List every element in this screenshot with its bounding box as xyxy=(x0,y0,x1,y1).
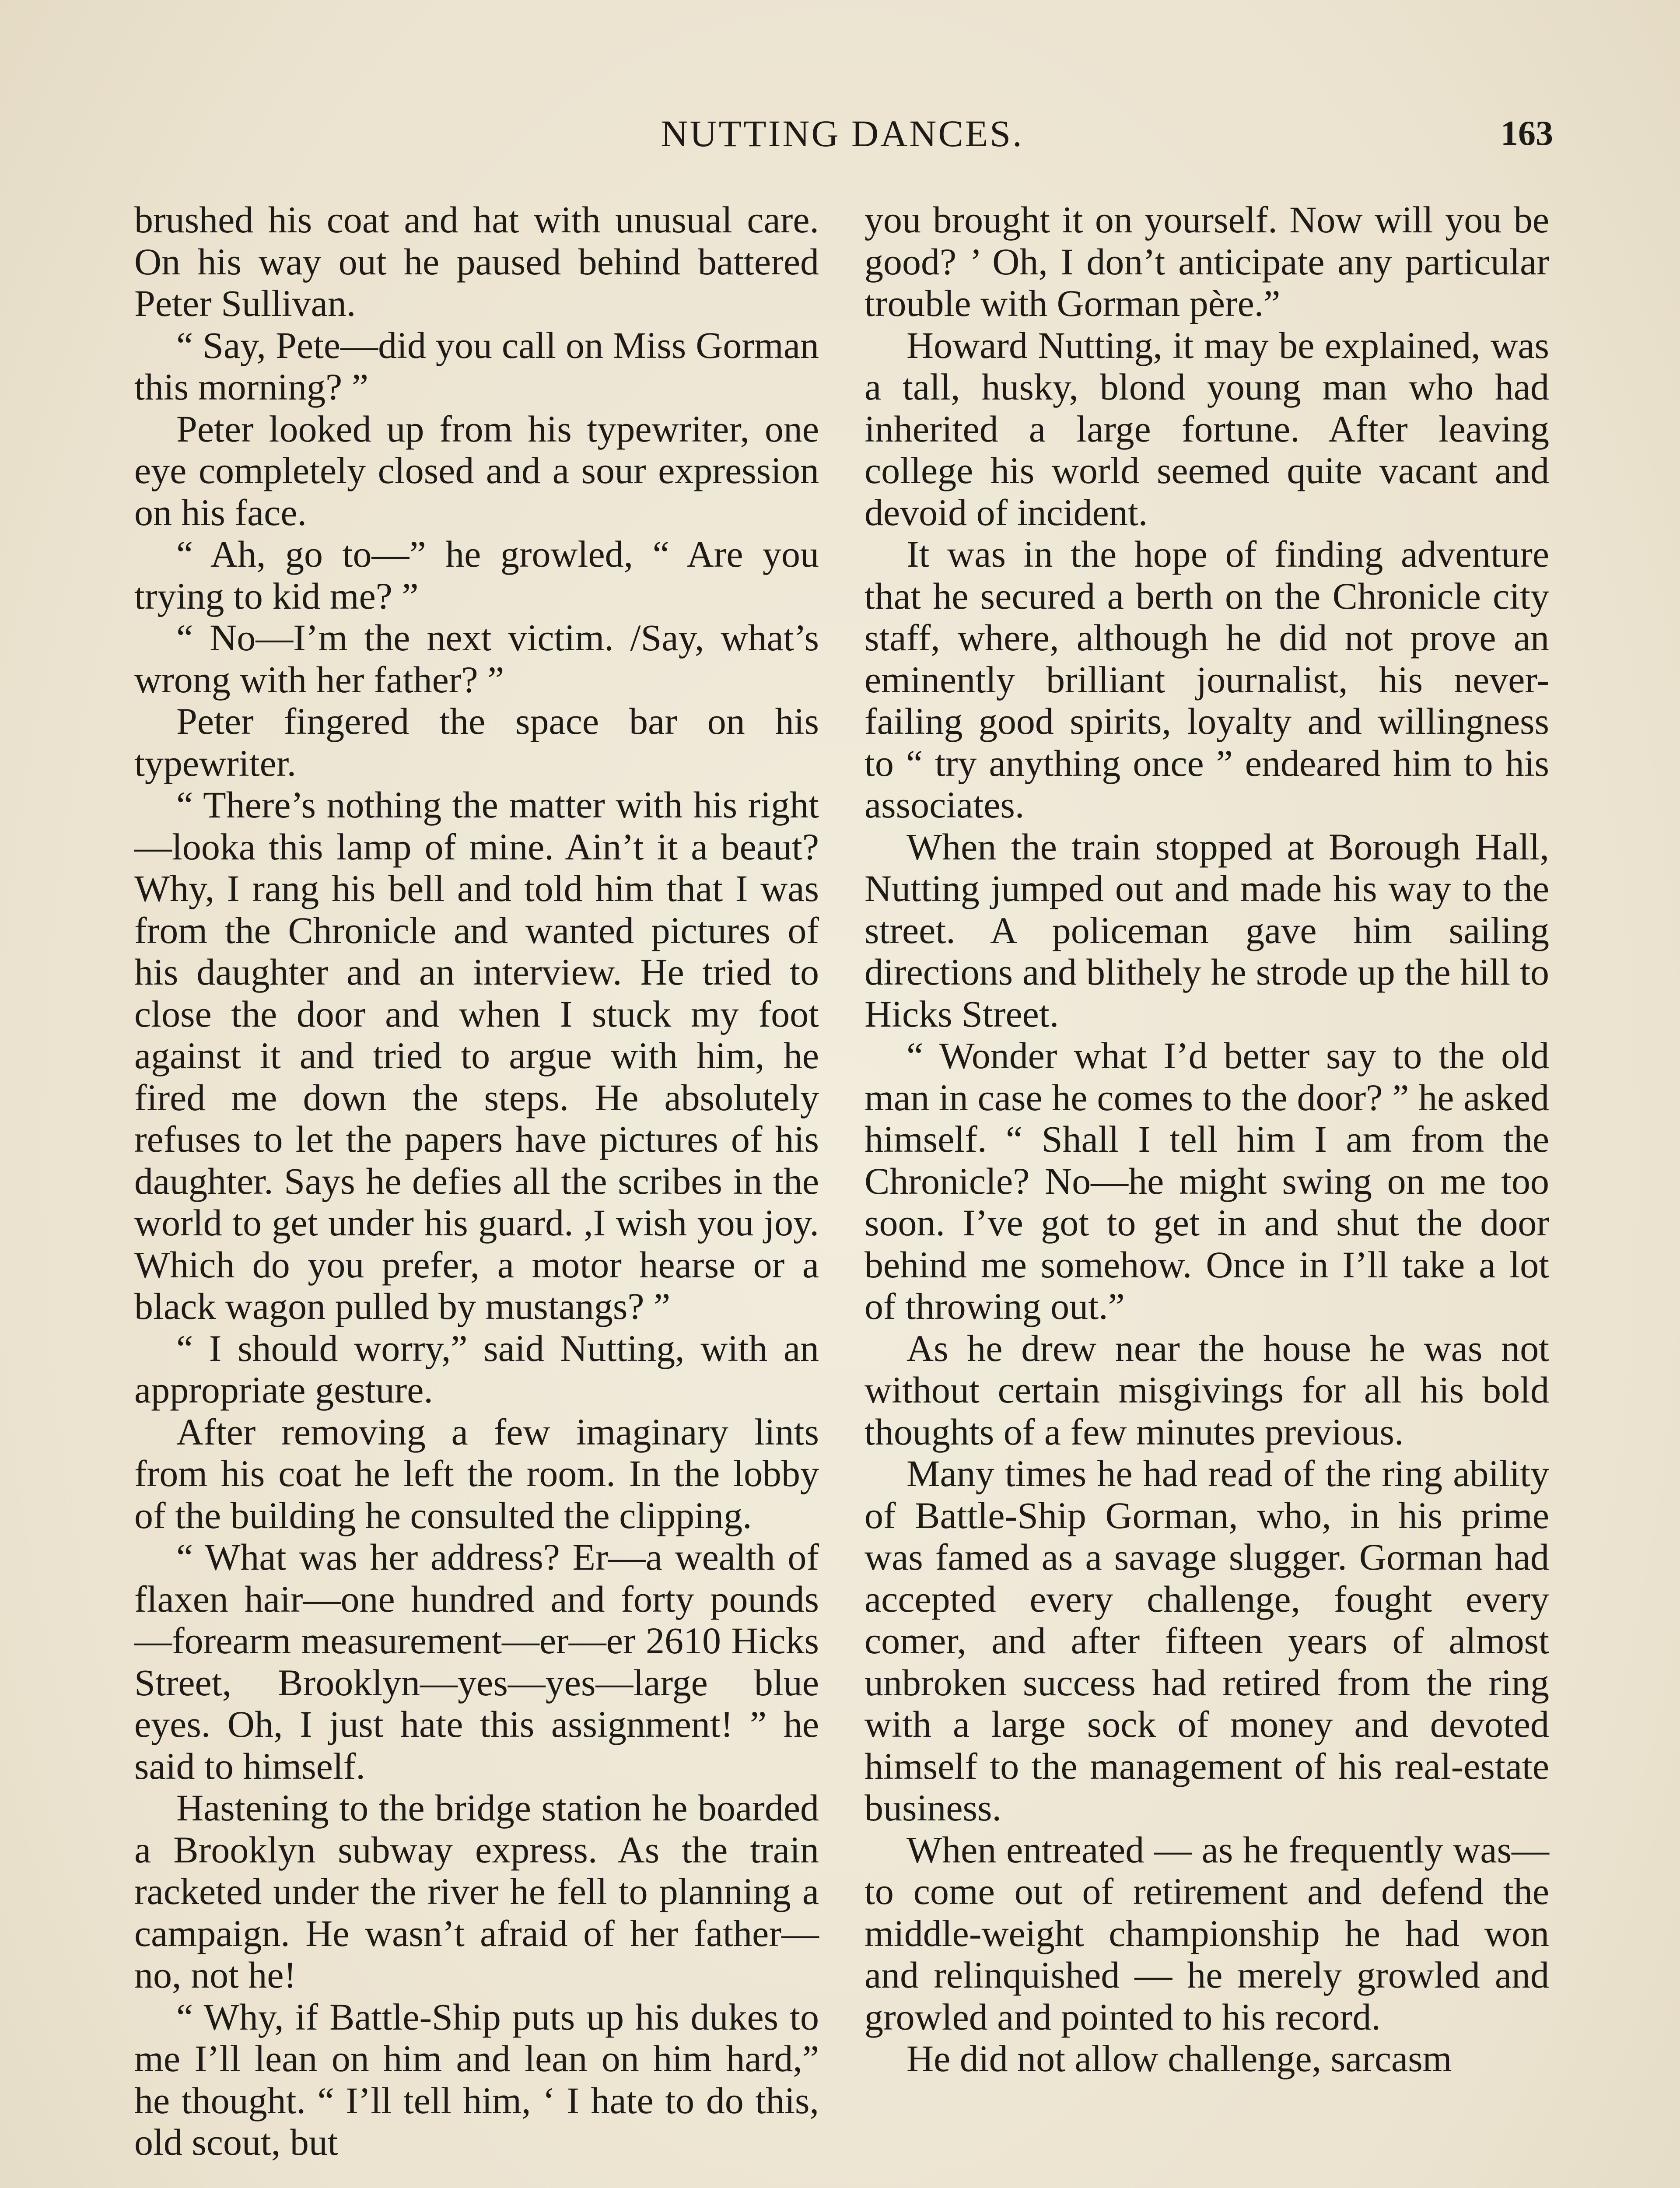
paragraph: Howard Nutting, it may be explained, was a tall, husky, blond young man who had inherited a large fortune. After leaving college his world seemed quite vacant and devoid of incident. xyxy=(864,324,1549,533)
paragraph: Many times he had read of the ring ability of Battle-Ship Gorman, who, in his prime was famed as a savage slugger. Gorman had accepted every challenge, fought every comer, and after fifteen years of almost unbroken success had retired from the ring with a large sock of money and devoted himself to the management of his real-estate business. xyxy=(864,1452,1549,1829)
page-number: 163 xyxy=(1501,114,1553,153)
paragraph: “ Why, if Battle-Ship puts up his dukes to me I’ll lean on him and lean on him hard,” he thought. “ I’ll tell him, ‘ I hate to do this, old scout, but xyxy=(134,1995,819,2163)
paragraph: “ Say, Pete—did you call on Miss Gorman this morning? ” xyxy=(134,324,819,408)
left-column xyxy=(134,199,819,2163)
paragraph: After removing a few imaginary lints from his coat he left the room. In the lobby of the building he consulted the clipping. xyxy=(134,1410,819,1536)
paragraph: Hastening to the bridge station he boarded a Brooklyn subway express. As the train racketed under the river he fell to planning a campaign. He wasn’t afraid of her father—no, not he! xyxy=(134,1787,819,1996)
paragraph: He did not allow challenge, sarcasm xyxy=(906,2037,1452,2079)
paragraph: As he drew near the house he was not without certain misgivings for all his bold thoughts of a few minutes previous. xyxy=(864,1327,1549,1453)
paragraph: “ No—I’m the next victim. /Say, what’s wrong with her father? ” xyxy=(134,617,819,701)
paragraph: When entreated — as he frequently was—to come out of retirement and defend the middle-weight championship he had won and relinquished — he merely growled and growled and pointed to his record. xyxy=(864,1828,1549,2038)
page-header xyxy=(131,109,1553,158)
paragraph: “ There’s nothing the matter with his right—looka this lamp of mine. Ain’t it a beaut? Why, I rang his bell and told him that I was from the Chronicle and wanted pictures of his daughter and an interview. He tried to close the door and when I stuck my foot against it and tried to argue with him, he fired me down the steps. He absolutely refuses to let the papers have pictures of his daughter. Says he defies all the scribes in the world to get under his guard. ,I wish you joy. Which do you prefer, a motor hearse or a black wagon pulled by mustangs? ” xyxy=(134,784,819,1327)
paragraph: “ Wonder what I’d better say to the old man in case he comes to the door? ” he asked himself. “ Shall I tell him I am from the Chronicle? No—he might swing on me too soon. I’ve got to get in and shut the door behind me somehow. Once in I’ll take a lot of throwing out.” xyxy=(864,1034,1549,1327)
running-head: NUTTING DANCES. xyxy=(661,112,1024,154)
paragraph: Peter fingered the space bar on his typewriter. xyxy=(134,700,819,784)
paragraph: It was in the hope of finding adventure that he secured a berth on the Chronicle city staff, where, although he did not prove an eminently brilliant journalist, his never-failing good spirits, loyalty and willingness to “ try anything once ” endeared him to his associates. xyxy=(864,533,1549,826)
right-column xyxy=(864,199,1549,2080)
paragraph: “ I should worry,” said Nutting, with an appropriate gesture. xyxy=(134,1327,819,1411)
paragraph: When the train stopped at Borough Hall, Nutting jumped out and made his way to the street. A policeman gave him sailing directions and blithely he strode up the hill to Hicks Street. xyxy=(864,825,1549,1035)
paragraph: Peter looked up from his typewriter, one eye completely closed and a sour expression on his face. xyxy=(134,407,819,533)
paragraph: brushed his coat and hat with unusual care. On his way out he paused behind battered Peter Sullivan. xyxy=(134,199,819,324)
paragraph: “ Ah, go to—” he growled, “ Are you trying to kid me? ” xyxy=(134,533,819,617)
paragraph: you brought it on yourself. Now will you be good? ’ Oh, I don’t anticipate any particular trouble with Gorman père.” xyxy=(864,199,1549,324)
paragraph: “ What was her address? Er—a wealth of flaxen hair—one hundred and forty pounds—forearm measurement—er—er 2610 Hicks Street, Brooklyn—yes—yes—large blue eyes. Oh, I just hate this assignment! ” he said to himself. xyxy=(134,1536,819,1787)
